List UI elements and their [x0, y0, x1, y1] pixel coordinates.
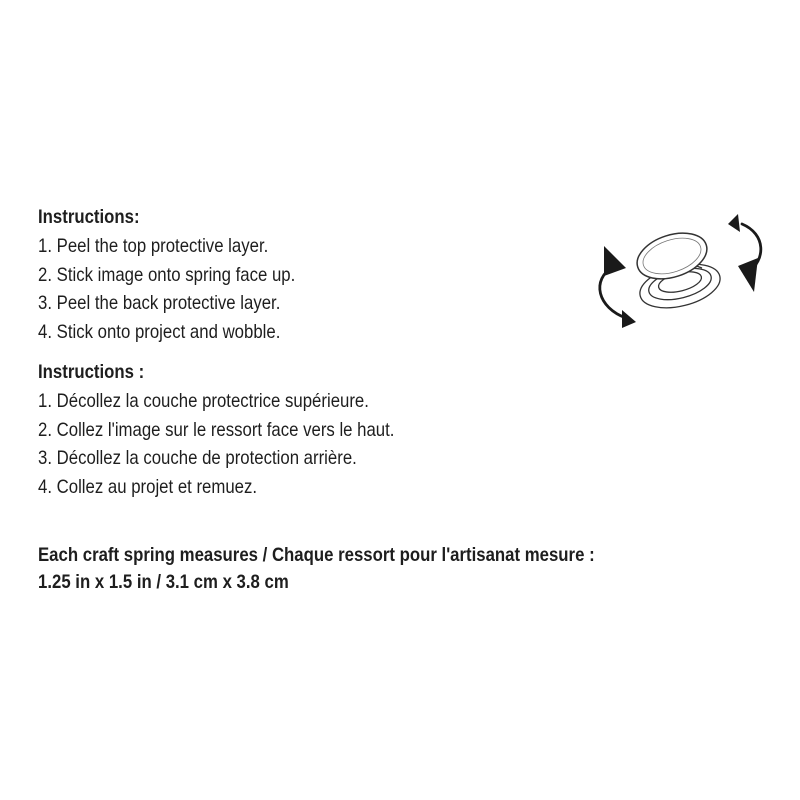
instruction-steps-en: [38, 232, 337, 346]
measurements-note: [38, 542, 685, 596]
measurements-label: Each craft spring measures / Chaque ressort pour l'artisanat mesure :: [38, 544, 595, 566]
instruction-steps-fr: [38, 387, 452, 501]
french-instructions: [38, 361, 452, 501]
instruction-step: 2. Collez l'image sur le ressort face vers le haut.: [38, 418, 395, 441]
instructions-heading-fr: Instructions :: [38, 361, 145, 383]
instruction-step: 4. Stick onto project and wobble.: [38, 320, 281, 343]
measurements-value: 1.25 in x 1.5 in / 3.1 cm x 3.8 cm: [38, 571, 289, 593]
instructions-heading-en: Instructions:: [38, 206, 140, 228]
instruction-step: 1. Peel the top protective layer.: [38, 235, 269, 257]
instruction-step: 4. Collez au projet et remuez.: [38, 475, 258, 498]
english-instructions: [38, 206, 337, 346]
instruction-step: 3. Peel the back protective layer.: [38, 292, 281, 314]
wobbling-spring-icon: [588, 204, 772, 332]
instruction-step: 2. Stick image onto spring face up.: [38, 263, 296, 286]
instruction-step: 1. Décollez la couche protectrice supérieure.: [38, 390, 369, 412]
instruction-step: 3. Décollez la couche de protection arrière.: [38, 447, 357, 469]
